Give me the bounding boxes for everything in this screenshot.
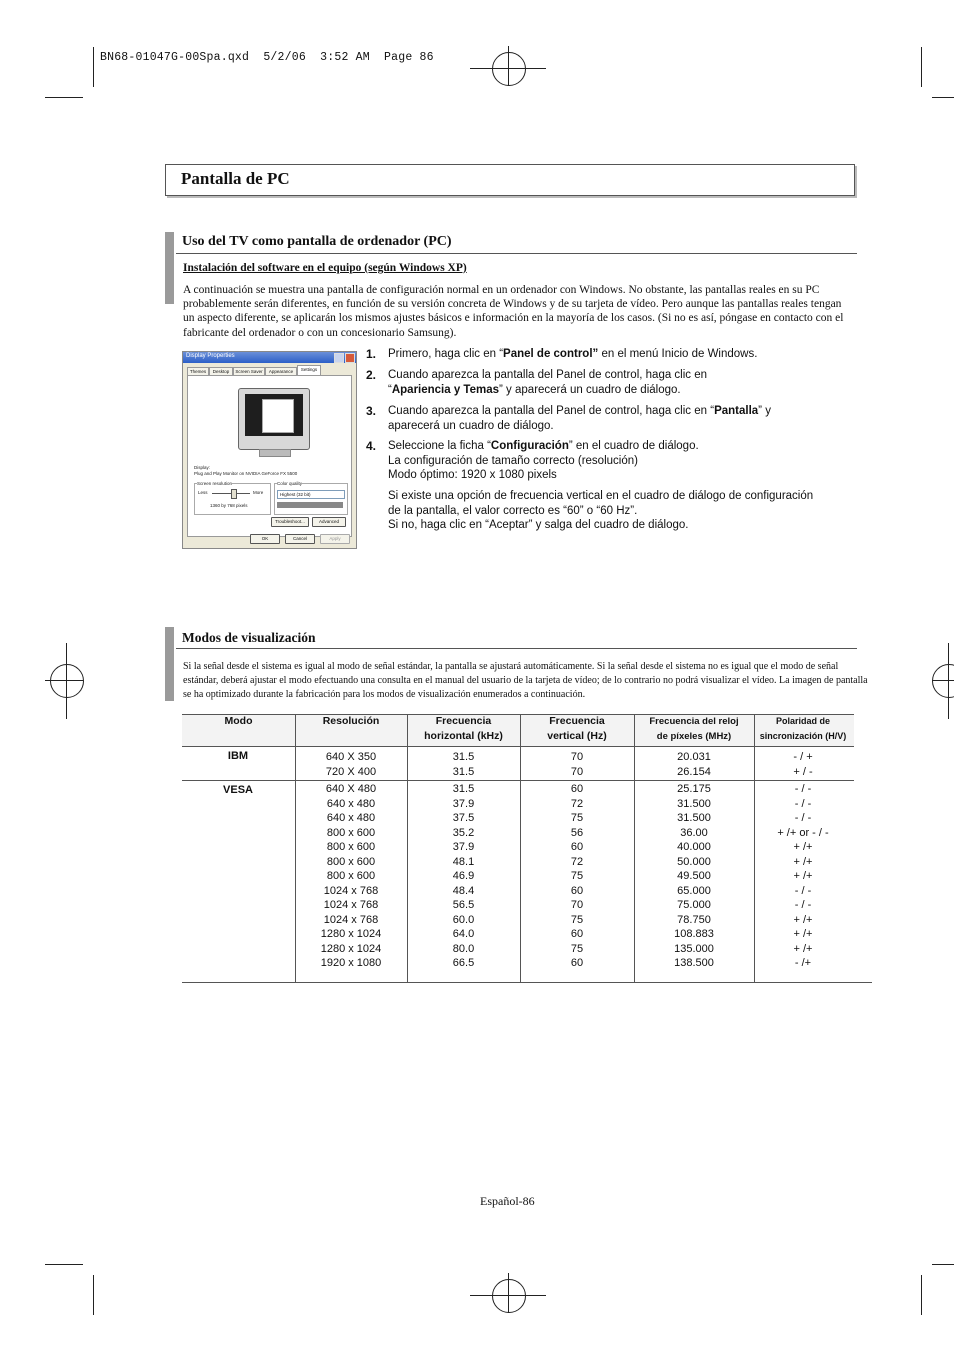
dialog-titlebar [183, 352, 356, 363]
section-rule [176, 253, 857, 254]
header-text: Polaridad de [775, 716, 830, 726]
vesa-clock: 25.175 31.500 31.500 36.00 40.000 50.000 49.500 65.000 75.000 78.750 108.883 135.000 138.500 [674, 783, 714, 969]
step-text: Cuando aparezca la pantalla del Panel de control, haga clic en “ [388, 405, 715, 417]
cancel-button: Cancel [285, 534, 315, 544]
crop-mark [932, 1264, 954, 1265]
registration-mark [492, 52, 526, 86]
header-hfreq [407, 714, 520, 744]
tab-settings: Settings [297, 365, 321, 377]
ibm-resolution: 640 X 350 720 X 400 [325, 751, 377, 778]
crop-mark [932, 97, 954, 98]
header-mode: Modo [224, 715, 253, 727]
close-icon [345, 353, 355, 363]
registration-mark [508, 46, 509, 86]
vesa-hfreq: 31.5 37.9 37.5 35.2 37.9 48.1 46.9 48.4 56.5 60.0 64.0 80.0 66.5 [452, 783, 475, 969]
crop-mark [45, 1264, 83, 1265]
header-slug: BN68-01047G-00Spa.qxd 5/2/06 3:52 AM Page 86 [100, 51, 434, 64]
tab-desktop: Desktop [209, 367, 233, 377]
dialog-title: Display Properties [186, 353, 235, 359]
section-title: Modos de visualización [182, 630, 316, 645]
section-title: Uso del TV como pantalla de ordenador (PC) [182, 234, 452, 249]
display-properties-screenshot [182, 351, 357, 549]
step-1-text [388, 347, 757, 362]
step-4-text [388, 439, 699, 483]
display-value: Plug and Play Monitor on NVIDIA GeForce FX 5500 [194, 471, 298, 476]
registration-mark [932, 664, 954, 698]
install-heading: Instalación del software en el equipo (según Windows XP) [183, 262, 467, 274]
step-4-note [388, 489, 813, 533]
step-text: aparecerá un cuadro de diálogo. [388, 419, 554, 432]
header-text: de píxeles (MHz) [656, 731, 732, 742]
step-emphasis: Pantalla [714, 405, 759, 417]
mode-vesa: VESA [223, 784, 253, 796]
step-emphasis: Configuración [490, 440, 569, 452]
less-label: Less [198, 490, 208, 495]
page-footer: Español-86 [480, 1194, 535, 1208]
header-text: Frecuencia del reloj [649, 716, 739, 727]
table-rule [182, 982, 872, 983]
step-text: de la pantalla, el valor correcto es “60” o “60 Hz”. [388, 504, 638, 517]
tab-themes: Themes [187, 367, 209, 377]
tab-appearance: Appearance [265, 367, 297, 377]
step-text: en el menú Inicio de Windows. [598, 348, 758, 360]
section-rule [176, 648, 857, 649]
monitor-screen [245, 394, 303, 436]
header-text: Frecuencia [549, 715, 605, 727]
header-resolution: Resolución [322, 715, 380, 727]
mode-ibm: IBM [227, 750, 249, 762]
step-number: 2. [366, 368, 377, 382]
ibm-clock: 20.031 26.154 [677, 751, 711, 778]
vesa-resolution: 640 X 480 640 x 480 640 x 480 800 x 600 800 x 600 800 x 600 800 x 600 1024 x 768 1024 x 768 1024 x 768 1280 x 1024 1280 x 1024 1920 x 1080 [320, 783, 382, 969]
registration-mark [508, 1273, 509, 1313]
ibm-polarity: - / + + / - [793, 751, 813, 778]
apply-button: Apply [320, 534, 350, 544]
display-label: Display: [194, 465, 211, 470]
step-text: Si no, haga clic en “Aceptar” y salga del cuadro de diálogo. [388, 519, 689, 531]
header-text: sincronización (H/V) [759, 731, 847, 741]
header-vfreq [520, 714, 634, 744]
more-label: More [253, 490, 264, 495]
tab-screen-saver: Screen Saver [233, 367, 265, 377]
intro-paragraph: A continuación se muestra una pantalla de configuración normal en un ordenador con Windows. No obstante, las pantallas reales en su PC probablemente serán diferentes, en función de su versión concreta de Windows y de su tarjeta de vídeo. Pero aunque las pantallas reales tengan un aspecto diferente, se aplicarán los mismos ajustes básicos e información en la mayoría de los casos. (Si no es así, póngase en contacto con el fabricante del ordenador o con un concesionario Samsung). [183, 284, 844, 339]
step-number: 3. [366, 404, 377, 418]
section-bar [165, 232, 174, 304]
vesa-polarity: - / - - / - - / - + /+ or - / - + /+ + /+ + /+ - / - - / - + /+ + /+ + /+ - /+ [777, 783, 829, 969]
step-text: La configuración de tamaño correcto (resolución) [388, 454, 638, 467]
header-polarity [754, 714, 852, 744]
crop-mark [921, 47, 922, 87]
section-bar [165, 627, 174, 701]
window-preview [262, 399, 294, 433]
crop-mark [45, 97, 83, 98]
monitor-stand [259, 449, 291, 457]
modes-paragraph: Si la señal desde el sistema es igual al modo de señal estándar, la pantalla se ajustará automáticamente. Si la señal desde el sistema no es igual que el modo de señal estándar, deberá ajustar el modo efectuando una consulta en el manual del usuario de la tarjeta de vídeo; de lo contrario no podrá visualizar el vídeo. La imagen de pantalla se ha optimizado durante la fabricación para los modos de visualización enumerados a continuación. [183, 661, 868, 701]
registration-mark [66, 643, 67, 719]
troubleshoot-button: Troubleshoot... [271, 517, 309, 527]
ibm-vfreq: 70 70 [570, 751, 584, 778]
crop-mark [93, 47, 94, 87]
slider-thumb [231, 489, 237, 499]
step-number: 1. [366, 347, 377, 361]
registration-mark [50, 664, 84, 698]
color-quality-label: Color quality [277, 481, 303, 486]
header-text: horizontal (kHz) [424, 730, 503, 742]
screen-resolution-group [194, 483, 271, 515]
color-quality-group [274, 483, 348, 515]
settings-panel [187, 375, 352, 537]
crop-mark [921, 1275, 922, 1315]
ibm-hfreq: 31.5 31.5 [452, 751, 475, 778]
step-text: “ [388, 383, 392, 396]
registration-mark [492, 1279, 526, 1313]
step-text: Si existe una opción de frecuencia vertical en el cuadro de diálogo de configuración [388, 490, 814, 502]
step-text: Cuando aparezca la pantalla del Panel de control, haga clic en [388, 369, 708, 381]
step-text: Primero, haga clic en “ [388, 348, 504, 360]
resolution-value: 1360 by 768 pixels [210, 503, 248, 508]
step-2-text [388, 368, 707, 397]
header-pixel-clock [634, 714, 754, 744]
color-quality-select: Highest (32 bit) [277, 490, 345, 499]
step-emphasis: Panel de control” [503, 348, 599, 360]
step-text: Seleccione la ficha “ [388, 440, 491, 452]
registration-mark [948, 643, 949, 719]
page-title: Pantalla de PC [181, 169, 290, 188]
step-text: ” y [758, 405, 771, 417]
step-3-text [388, 404, 771, 433]
screen-resolution-label: Screen resolution [197, 481, 233, 486]
crop-mark [93, 1275, 94, 1315]
step-number: 4. [366, 439, 377, 453]
help-icon [334, 353, 344, 363]
step-text: ” en el cuadro de diálogo. [568, 440, 699, 452]
vesa-vfreq: 60 72 75 56 60 72 75 60 70 75 60 75 60 [570, 783, 584, 969]
color-bar [277, 502, 343, 508]
registration-mark [45, 680, 83, 681]
registration-mark [932, 680, 954, 681]
step-emphasis: Apariencia y Temas [391, 383, 500, 396]
advanced-button: Advanced [312, 517, 346, 527]
monitor-icon [238, 388, 310, 450]
header-text: vertical (Hz) [547, 730, 607, 742]
ok-button: OK [250, 534, 280, 544]
header-text: Frecuencia [435, 715, 492, 727]
step-text: Modo óptimo: 1920 x 1080 pixels [388, 469, 557, 481]
step-text: ” y aparecerá un cuadro de diálogo. [499, 383, 681, 396]
